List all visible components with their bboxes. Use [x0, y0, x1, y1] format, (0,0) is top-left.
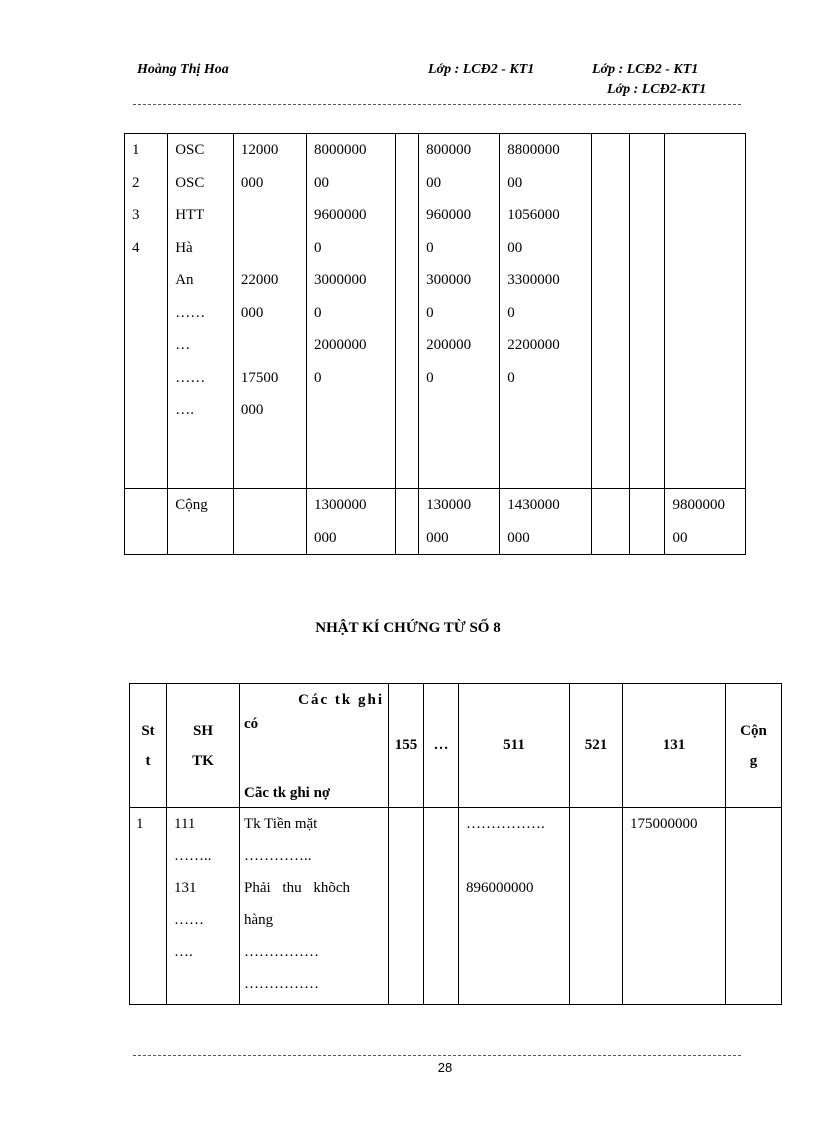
row-521 — [570, 808, 623, 1005]
header-521: 521 — [570, 684, 623, 808]
header-account-matrix: Các tk ghi có Cãc tk ghi nợ — [240, 684, 389, 808]
total-col6: 130000 000 — [419, 489, 500, 555]
row-155 — [389, 808, 424, 1005]
header-divider — [133, 104, 741, 105]
class-label-3: Lớp : LCĐ2-KT1 — [607, 82, 707, 97]
total-label-cell: Cộng — [168, 489, 234, 555]
total-col4: 1300000 000 — [307, 489, 396, 555]
header-shtk: SH TK — [167, 684, 240, 808]
empty-column-5 — [396, 134, 419, 489]
class-label-2: Lớp : LCĐ2 - KT1 — [592, 62, 699, 77]
header-155: 155 — [389, 684, 424, 808]
row-511: ……………. 896000000 — [459, 808, 570, 1005]
total-empty-cell — [396, 489, 419, 555]
row-131: 175000000 — [623, 808, 726, 1005]
name-column: OSC OSC HTT Hà An …… … …… …. — [168, 134, 234, 489]
value-column-7: 8800000 00 1056000 00 3300000 0 2200000 0 — [500, 134, 592, 489]
total-empty-cell — [630, 489, 665, 555]
header-131: 131 — [623, 684, 726, 808]
footer-divider — [133, 1055, 741, 1056]
row-total — [726, 808, 782, 1005]
stt-column: 1 2 3 4 — [125, 134, 168, 489]
table-row — [125, 134, 746, 489]
class-label-1: Lớp : LCĐ2 - KT1 — [428, 62, 535, 77]
value-column-6: 800000 00 960000 0 300000 0 200000 0 — [419, 134, 500, 489]
total-empty-cell — [233, 489, 306, 555]
value-column-4: 8000000 00 9600000 0 3000000 0 2000000 0 — [307, 134, 396, 489]
total-col10: 9800000 00 — [665, 489, 746, 555]
row-shtk: 111 …….. 131 …… …. — [167, 808, 240, 1005]
table-row — [130, 808, 782, 1005]
journal-title: NHẬT KÍ CHỨNG TỪ SỐ 8 — [315, 620, 501, 636]
total-col7: 1430000 000 — [500, 489, 592, 555]
header-dots: … — [424, 684, 459, 808]
total-empty-cell — [591, 489, 629, 555]
summary-table — [124, 133, 746, 555]
journal-table — [129, 683, 782, 1005]
row-stt: 1 — [130, 808, 167, 1005]
header-stt: St t — [130, 684, 167, 808]
page-number: 28 — [437, 1060, 453, 1075]
value-column-3: 12000 000 22000 000 17500 000 — [233, 134, 306, 489]
journal-header-row — [130, 684, 782, 808]
row-dots — [424, 808, 459, 1005]
row-description: Tk Tiền mặt ………….. Phải thu khõch hàng …………… …………… — [240, 808, 389, 1005]
total-empty-cell — [125, 489, 168, 555]
total-row — [125, 489, 746, 555]
empty-column-8 — [591, 134, 629, 489]
header-total: Cộn g — [726, 684, 782, 808]
empty-column-10 — [665, 134, 746, 489]
header-511: 511 — [459, 684, 570, 808]
empty-column-9 — [630, 134, 665, 489]
author-name: Hoàng Thị Hoa — [137, 62, 229, 77]
